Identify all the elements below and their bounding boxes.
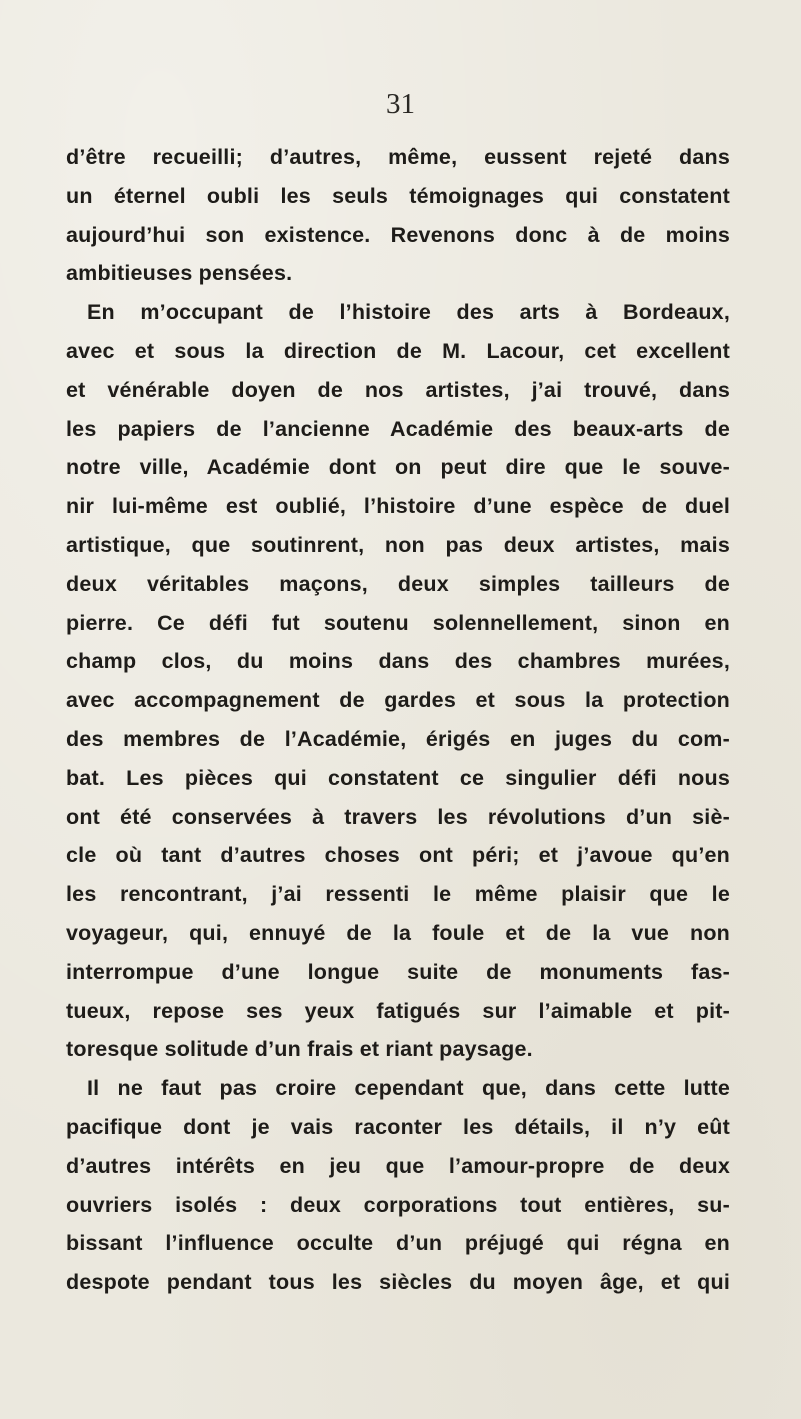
text-line: En m’occupant de l’histoire des arts à Bordeaux, bbox=[87, 300, 730, 325]
text-line: d’autres intérêts en jeu que l’amour-propre de deux bbox=[66, 1153, 730, 1178]
text-line: notre ville, Académie dont on peut dire que le souve- bbox=[66, 455, 730, 480]
text-line: pierre. Ce défi fut soutenu solennellement, sinon en bbox=[66, 610, 730, 635]
text-line: un éternel oubli les seuls témoignages qui constatent bbox=[66, 183, 730, 208]
text-line: interrompue d’une longue suite de monuments fas- bbox=[66, 959, 730, 984]
text-line: toresque solitude d’un frais et riant paysage. bbox=[66, 1037, 533, 1062]
text-line: avec et sous la direction de M. Lacour, cet excellent bbox=[66, 338, 730, 363]
text-line: les papiers de l’ancienne Académie des beaux-arts de bbox=[66, 416, 730, 441]
text-line: des membres de l’Académie, érigés en juges du com- bbox=[66, 726, 730, 751]
text-line: bissant l’influence occulte d’un préjugé qui régna en bbox=[66, 1231, 730, 1256]
body-text bbox=[66, 138, 730, 1302]
text-line: avec accompagnement de gardes et sous la protection bbox=[66, 688, 730, 713]
page-number: 31 bbox=[386, 88, 415, 120]
text-line: ont été conservées à travers les révolutions d’un siè- bbox=[66, 804, 730, 829]
text-line: deux véritables maçons, deux simples tailleurs de bbox=[66, 571, 730, 596]
text-line: ouvriers isolés : deux corporations tout entières, su- bbox=[66, 1192, 730, 1217]
text-line: nir lui-même est oublié, l’histoire d’une espèce de duel bbox=[66, 494, 730, 519]
text-line: voyageur, qui, ennuyé de la foule et de la vue non bbox=[66, 920, 730, 945]
text-line: pacifique dont je vais raconter les détails, il n’y eût bbox=[66, 1114, 730, 1139]
text-line: les rencontrant, j’ai ressenti le même plaisir que le bbox=[66, 882, 730, 907]
text-line: Il ne faut pas croire cependant que, dans cette lutte bbox=[87, 1076, 730, 1101]
text-line: bat. Les pièces qui constatent ce singulier défi nous bbox=[66, 765, 730, 790]
text-line: artistique, que soutinrent, non pas deux artistes, mais bbox=[66, 532, 730, 557]
text-line: despote pendant tous les siècles du moyen âge, et qui bbox=[66, 1270, 730, 1295]
text-line: aujourd’hui son existence. Revenons donc à de moins bbox=[66, 222, 730, 247]
text-line: tueux, repose ses yeux fatigués sur l’aimable et pit- bbox=[66, 998, 730, 1023]
text-line: ambitieuses pensées. bbox=[66, 261, 293, 286]
text-line: d’être recueilli; d’autres, même, eussent rejeté dans bbox=[66, 145, 730, 169]
text-line: champ clos, du moins dans des chambres murées, bbox=[66, 649, 730, 674]
text-line: cle où tant d’autres choses ont péri; et j’avoue qu’en bbox=[66, 843, 730, 868]
text-line: et vénérable doyen de nos artistes, j’ai trouvé, dans bbox=[66, 377, 730, 402]
